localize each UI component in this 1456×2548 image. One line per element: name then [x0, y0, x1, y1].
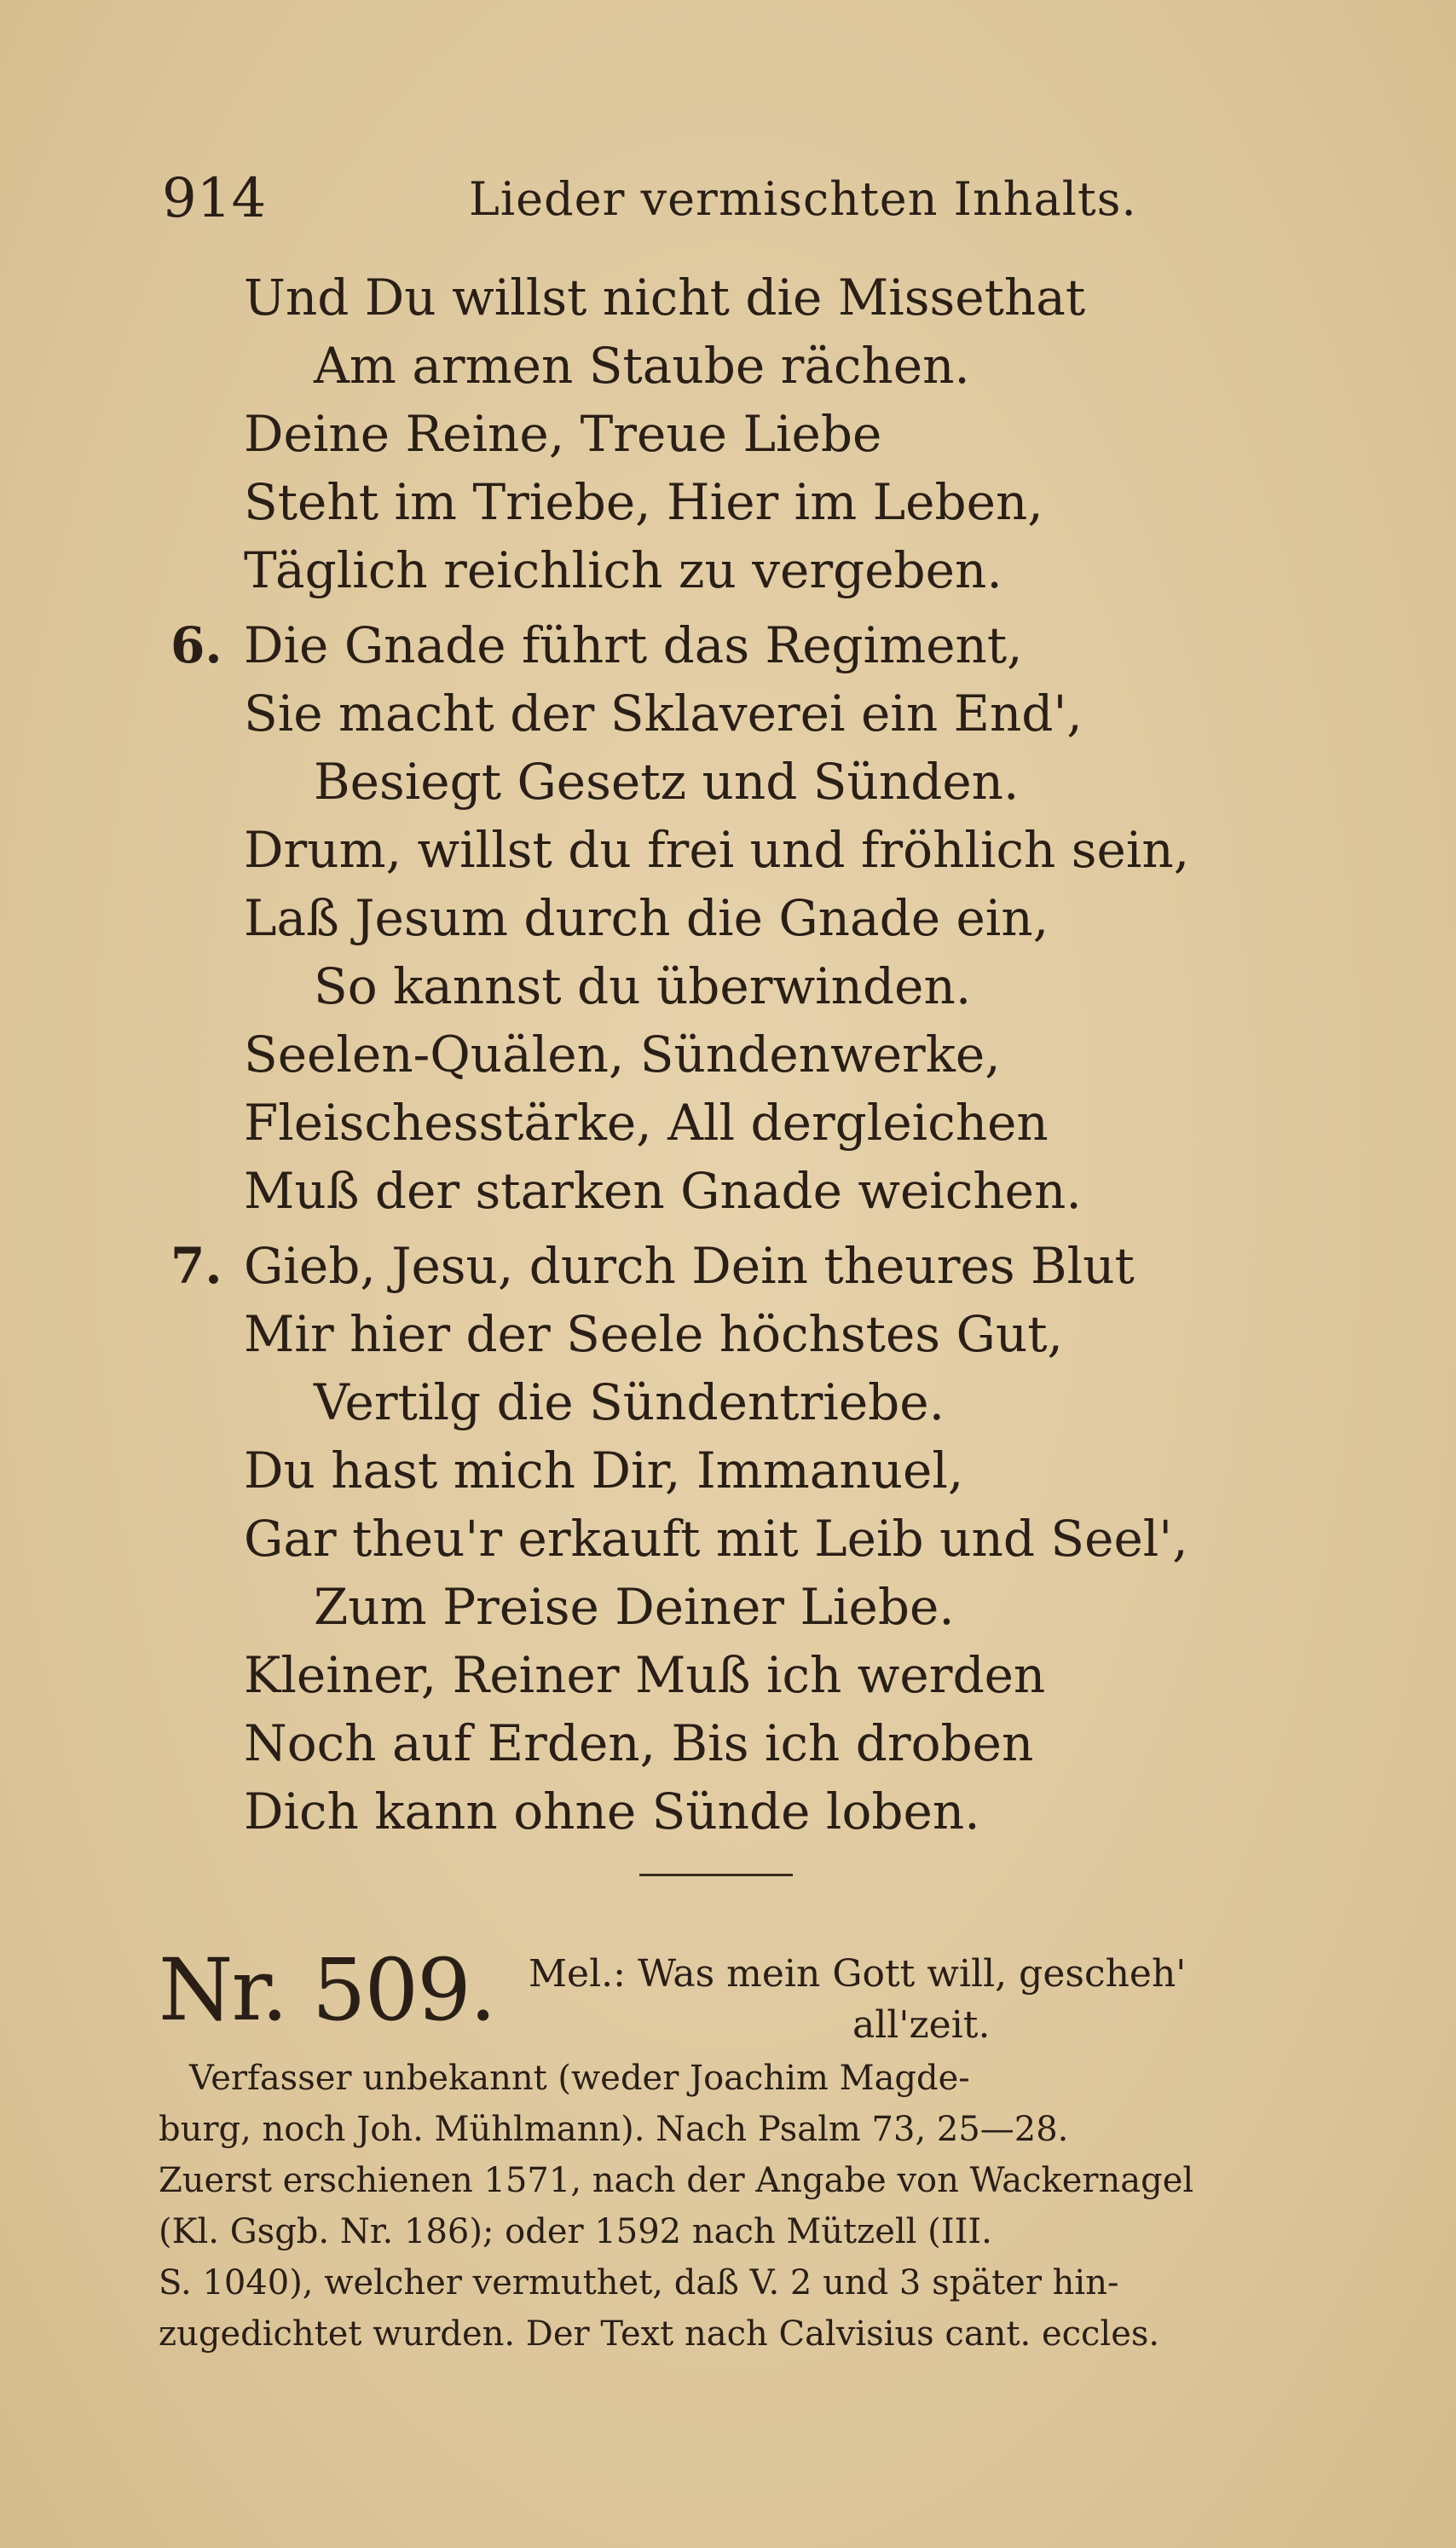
stanza-line: Täglich reichlich zu vergeben. — [244, 541, 1002, 599]
page-header — [162, 167, 1313, 235]
stanza-line: Und Du willst nicht die Missethat — [244, 269, 1086, 326]
stanza-line: Mir hier der Seele höchstes Gut, — [244, 1305, 1063, 1363]
stanza-line: Du hast mich Dir, Immanuel, — [244, 1442, 964, 1499]
stanza-line: Deine Reine, Treue Liebe — [244, 405, 882, 463]
stanza-line: Am armen Staube rächen. — [314, 337, 970, 395]
note-line: zugedichtet wurden. Der Text nach Calvisius cant. eccles. — [159, 2314, 1160, 2354]
stanza-number: 7. — [170, 1237, 222, 1295]
stanza-line: Fleischesstärke, All dergleichen — [244, 1094, 1049, 1152]
stanza-line: Drum, willst du frei und fröhlich sein, — [244, 821, 1190, 879]
note-line: Verfasser unbekannt (weder Joachim Magde- — [189, 2059, 970, 2098]
stanza-line: Seelen-Quälen, Sündenwerke, — [244, 1026, 1001, 1083]
stanza-line: Gieb, Jesu, durch Dein theures Blut — [244, 1237, 1135, 1295]
stanza-line: Laß Jesum durch die Gnade ein, — [244, 889, 1049, 947]
stanza-line: Sie macht der Sklaverei ein End', — [244, 685, 1083, 742]
stanza-line: Noch auf Erden, Bis ich droben — [244, 1714, 1034, 1772]
note-line: burg, noch Joh. Mühlmann). Nach Psalm 73, 25—28. — [159, 2110, 1069, 2149]
stanza-number: 6. — [170, 616, 222, 674]
stanza-line: Zum Preise Deiner Liebe. — [314, 1578, 955, 1636]
melody-line: Mel.: Was mein Gott will, gescheh' — [529, 1952, 1187, 1996]
stanza-line: Die Gnade führt das Regiment, — [244, 616, 1023, 674]
stanza-line: Besiegt Gesetz und Sünden. — [314, 753, 1020, 811]
stanza-line: Dich kann ohne Sünde loben. — [244, 1782, 980, 1840]
section-divider — [639, 1874, 793, 1876]
running-title: Lieder vermischten Inhalts. — [469, 172, 1137, 226]
stanza-line: Steht im Triebe, Hier im Leben, — [244, 473, 1043, 531]
stanza-line: Vertilg die Sündentriebe. — [314, 1373, 945, 1431]
stanza-line: Gar theu'r erkauft mit Leib und Seel', — [244, 1510, 1188, 1568]
note-line: S. 1040), welcher vermuthet, daß V. 2 und 3 später hin- — [159, 2263, 1119, 2302]
stanza-line: Kleiner, Reiner Muß ich werden — [244, 1646, 1046, 1704]
page-number: 914 — [162, 167, 267, 230]
stanza-line: So kannst du überwinden. — [314, 957, 972, 1015]
stanza-line: Muß der starken Gnade weichen. — [244, 1162, 1082, 1220]
note-line: Zuerst erschienen 1571, nach der Angabe von Wackernagel — [159, 2161, 1194, 2200]
note-line: (Kl. Gsgb. Nr. 186); oder 1592 nach Mützell (III. — [159, 2212, 992, 2251]
song-number: Nr. 509. — [159, 1940, 495, 2040]
melody-line: all'zeit. — [852, 2003, 991, 2047]
